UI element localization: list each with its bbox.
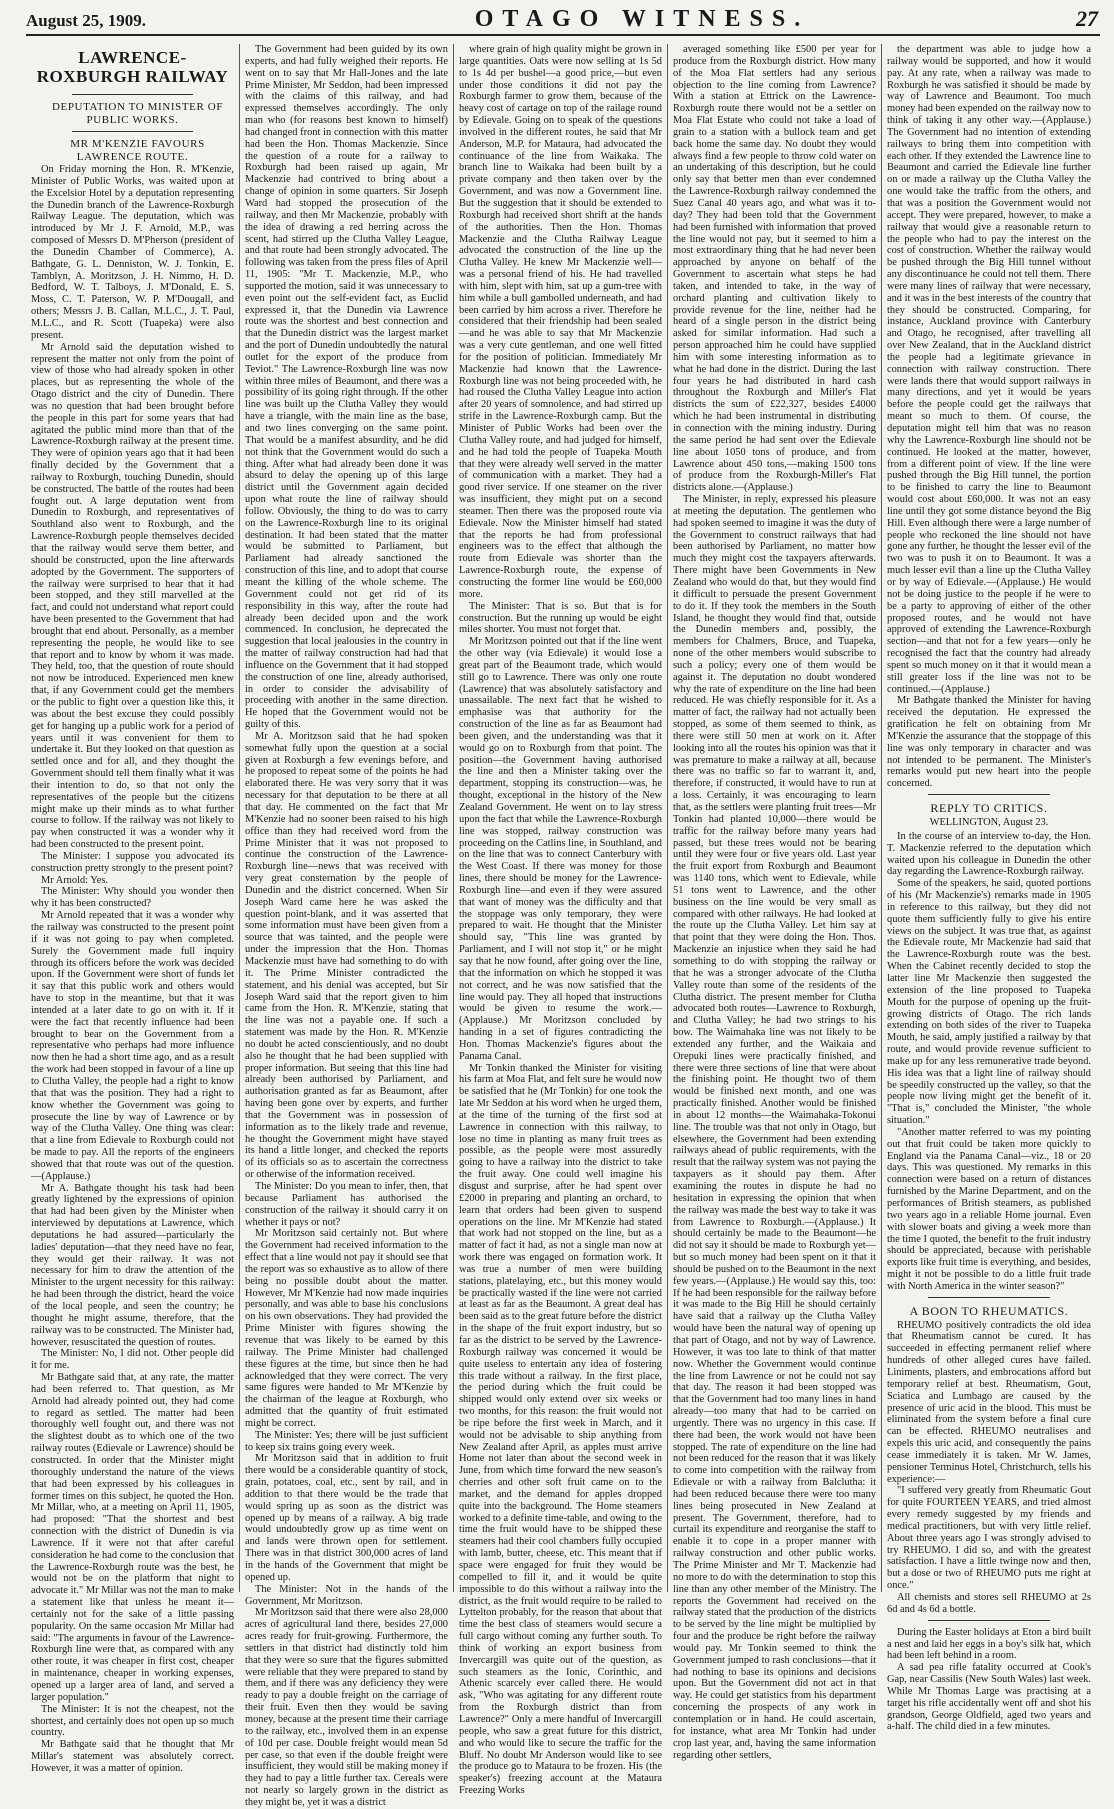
paragraph: Mr A. Moritzson said that he had spoken somewhat fully upon the question at a social given at Roxburgh a few evenings before, and he proposed to repeat some of the points he had elaborated there. He was very sorry that it was necessary for that deputation to be there at all that day. He commented on the fact that Mr M'Kenzie had no sooner been raised to his high office than they had received word from the Prime Minister that it was not proposed to continue the construction of the Lawrence-Roxburgh line—news that was received with very great consternation by the people of Dunedin and the district concerned. When Sir Joseph Ward came here he was asked the question point-blank, and it was asserted that some information must have been given from a source that was tainted, and the people were under the impression that the Hon. Thomas Mackenzie must have had something to do with it. The Prime Minister contradicted the statement, and his denial was accepted, but Sir Joseph Ward said that the report given to him came from the Hon. R. M'Kenzie, stating that the line was not a payable one. If such a statement was made by the Hon. R. M'Kenzie no doubt he acted conscientiously, and no doubt also he thought that he had been supplied with proper information. But seeing that this line had already been authorised by Parliament, and authorisation granted as far as Beaumont, after having been gone over by experts, and further that the Government was in possession of information as to the likely trade and revenue, he thought the Government might have stayed its hand a little longer, and checked the reports of its officials so as to ascertain the correctness or otherwise of the information received. bbox=[245, 730, 448, 1181]
column-1 bbox=[26, 44, 240, 1774]
paragraph: All chemists and stores sell RHEUMO at 2s 6d and 4s 6d a bottle. bbox=[887, 1592, 1091, 1615]
paragraph: Mr Arnold repeated that it was a wonder why the railway was constructed to the present point if it was not going to pay when completed. Surely the Government made full inquiry through its officers before the work was decided upon. If the Government were short of funds let it say that this public work and others would have to stop in the meantime, but that it was intended at a later date to go on with it. If it were the fact that recently influence had been brought to bear on the Government from a representative who perhaps had more influence now then he had a short time ago, and as a result the work had been stopped in favour of a line up to Clutha Valley, the people had a right to know that that was the position. They had a right to know whether the Government was going to prosecute the line by way of Lawrence or by way of the Clutha Valley. One thing was clear: that a line from Edievale to Roxburgh could not be made to pay. All the reports of the engineers showed that that route was out of the question.—(Applause.) bbox=[31, 910, 234, 1182]
closing-rule bbox=[928, 1620, 1050, 1621]
paragraph: The Minister: Do you mean to infer, then, that because Parliament has authorised the construction of the railway it should carry it on whether it pays or not? bbox=[245, 1181, 448, 1228]
column-3-body bbox=[459, 44, 662, 1797]
paragraph: In the course of an interview to-day, the Hon. T. Mackenzie referred to the deputation which waited upon his colleague in Dunedin the other day regarding the Lawrence-Roxburgh railway. bbox=[887, 830, 1091, 878]
subhead-rule bbox=[72, 131, 194, 132]
paragraph: During the Easter holidays at Eton a bird built a nest and laid her eggs in a boy's silk hat, which had been left behind in a room. bbox=[887, 1626, 1091, 1662]
closing-items bbox=[887, 1627, 1091, 1734]
paragraph: Mr Moritzson said that there were also 28,000 acres of agricultural land there, besides 27,000 acres ready for fruit-growing. Furthermore, the settlers in that district had distinctly told him that they were so sure that the figures submitted were reliable that they were prepared to stand by them, and if there was any deficiency they were ready to pay a double freight on the carriage of their fruit. Even then they would be saving money, because at the present time their carriage to the railway, etc., involved them in an expense of 10d per case. Double freight would mean 5d per case, so that even if the double freight were insufficient, they would still be making money if they had to pay a little further tax. Cereals were not nearly so largely grown in the district as they might be, yet it was a district bbox=[245, 1607, 448, 1808]
column-5 bbox=[882, 44, 1096, 1733]
column-1-body bbox=[31, 164, 234, 1775]
reply-body bbox=[887, 831, 1091, 1293]
paragraph: the department was able to judge how a railway would be supported, and how it would pay. At any rate, when a railway was made to Roxburgh he was satisfied it should be made by way of Lawrence and Beaumont. Too much money had been expended on the railway now to think of taking it any other way.—(Applause.) The Government had no intention of extending railways to bring them into competition with each other. If they extended the Lawrence line to Beaumont and carried the Edievale line further on or made a railway up the Clutha Valley the one would take the traffic from the others, and that was a position the Government would not accept. They were prepared, however, to make a railway that would give a reasonable return to the people who had to pay the interest on the cost of construction. Whether the railway would be pushed through the Big Hill tunnel without any discontinuance he could not tell them. There were many lines of railway that were necessary, and it was in the best interests of the country that they should be constructed. Comparing, for instance, Auckland province with Canterbury and Otago, he recognised, after travelling all over New Zealand, that in the Auckland district the people had a legitimate grievance in connection with railway construction. There were lands there that would support railways in many directions, and yet it would be years before the people could get the railways that meant so much to them. Of course, the deputation might tell him that was no reason why the Lawrence-Roxburgh line should not be continued. He looked at the matter, however, from a different point of view. If the line were pushed through the Big Hill tunnel, the portion to be finished to carry the line to Beaumont would cost about £60,000. It was not an easy line until they got some distance beyond the Big Hill. Even although there were a large number of people who reckoned the line should not have gone any further, he thought the lesser evil of the two was to push it on to Beaumont. It was a much lesser evil than a line up the Clutha Valley or by way of Edievale.—(Applause.) He would not be doing justice to the people if he were to be a party to approving of either of the other proposed routes, and he would not have approved of extending the Lawrence-Roxburgh section—and that not for a few years—only he recognised the fact that the country had already spent so much money on it that it would mean a still greater loss if the line was not to be continued.—(Applause.) bbox=[887, 44, 1091, 695]
paragraph: The Minister: Not in the hands of the Government, Mr Moritzson. bbox=[245, 1583, 448, 1607]
paragraph: Mr Arnold: Yes. bbox=[41, 874, 108, 886]
article-subhead: DEPUTATION TO MINISTER OF PUBLIC WORKS. bbox=[51, 101, 224, 126]
ad-body bbox=[887, 1320, 1091, 1616]
paragraph: averaged something like £500 per year for produce from the Roxburgh district. How many of the Moa Flat settlers had any serious objection to the line coming from Lawrence? With a station at Ettrick on the Lawrence-Roxburgh route there would not be a settler on Moa Flat Estate who could not take a load of grain to a station with a bullock team and get back home the same day. No doubt they would always find a few people to throw cold water on an undertaking of this description, but he could only say that better men than ever condemned the Lawrence-Roxburgh railway condemned the Suez Canal 40 years ago, and what was it to-day? They had been told that the Government had been furnished with information that proved the line would not pay, but it seemed to him a most extraordinary thing that he had never been approached by anyone on behalf of the Government to ascertain what steps he had taken, and intended to take, in the way of orchard planting and cultivation likely to provide revenue for the line, neither had he heard of a single person in the district being asked for similar information. Had such a person approached him he could have supplied him with some interesting information as to what he had done in the district. During the last four years he had distributed in hard cash throughout the Roxburgh and Miller's Flat districts the sum of £22,327, besides £4000 which he had been instrumental in distributing in connection with the mining industry. During the same period he had sent over the Edievale line about 1050 tons of produce, and from Lawrence about 450 tons,—making 1500 tons of produce from the Roxburgh-Miller's Flat districts alone.—(Applause.) bbox=[673, 44, 876, 494]
paragraph: Mr Moritzson pointed out that if the line went the other way (via Edievale) it would lose a great part of the Beaumont trade, which would still go to Lawrence. There was only one route (Lawrence) that was absolutely satisfactory and unassailable. The next fact that he wished to emphasise was that authority for the construction of the line as far as Beaumont had been given, and the understanding was that it would go on to Roxburgh from that point. The position—the Government having authorised the line and then a Minister taking over the department, stopping its construction—was, he thought, exceptional in the history of the New Zealand Government. He went on to lay stress upon the fact that while the Lawrence-Roxburgh line was stopped, railway construction was proceeding on the Catlins line, in Southland, and on the line that was to connect Canterbury with the West Coast. If there was money for those lines, there should be money for the Lawrence-Roxburgh line—and even if they were assured that want of money was the difficulty and that the stoppage was only temporary, they were prepared to wait. He thought that the Minister should say, "This line was granted by Parliament, and I will not stop it," or he might say that he now found, after going over the line, that the information on which he stopped it was not correct, and he was now satisfied that the line would pay. They all hoped that instructions would be given to resume the work.—(Applause.) Mr Moritzson concluded by handing in a set of figures contradicting the Hon. Thomas Mackenzie's figures about the Panama Canal. bbox=[459, 636, 662, 1062]
paragraph: The Minister: It is not the cheapest, not the shortest, and certainly does not open up so much country. bbox=[31, 1703, 234, 1739]
paragraph: Mr Moritzson said that in addition to fruit there would be a considerable quantity of stock, grain, potatoes, coal, etc., sent by rail, and in addition to that there would be the trade that would spring up as soon as the district was opened up by means of a railway. A big trade would undoubtedly grow up as time went on and lands were thrown open for settlement. There was in that district 300,000 acres of land in the hands of the Government that might be opened up. bbox=[245, 1453, 448, 1583]
article-headline: LAWRENCE-ROXBURGH RAILWAY bbox=[36, 48, 229, 86]
paragraph: The Minister: Why should you wonder then why it has been constructed? bbox=[31, 886, 234, 910]
masthead bbox=[26, 6, 1100, 36]
column-4-body bbox=[673, 44, 876, 1761]
column-5-lead bbox=[887, 44, 1091, 790]
paragraph: where grain of high quality might be grown in large quantities. Oats were now selling at 1s 5d to 1s 4d per bushel—a good price,—but even under those conditions it did not pay the Roxburgh farmer to grow them, because of the heavy cost of cartage on top of the railage round by Edievale. Going on to speak of the questions involved in the different routes, he said that Mr Anderson, M.P. for Mataura, had advocated the continuance of the line from Waikaka. The branch line to Waikaka had been built by a private company and then taken over by the Government, and was now a Government line. But the suggestion that it should be extended to Roxburgh had received short shrift at the hands of the authorities. Then the Hon. Thomas Mackenzie and the Clutha Railway League advocated the construction of the line up the Clutha Valley. He knew Mr Mackenzie well—was a personal friend of his. He had travelled with him, slept with him, sat up a gum-tree with him while a bull gambolled underneath, and had been carried by him across a river. Therefore he considered that their friendship had been sealed—and he was able to say that Mr Mackenzie was a very cute gentleman, and one well fitted for the position of politician. Immediately Mr Mackenzie had known that the Lawrence-Roxburgh line was not being proceeded with, he had roused the Clutha Valley League into action after 20 years of somnolence, and had stirred up strife in the Lawrence-Roxburgh camp. But the Minister of Public Works had been over the Clutha Valley route, and had judged for himself, and he had told the people of Tuapeka Mouth that they were already well served in the matter of communication with a market. They had a good river service. If one steamer on the river was insufficient, they might put on a second steamer. Then there was the proposed route via Edievale. Now the Minister himself had stated that the reports he had from professional engineers was to the effect that although the route from Edievale was shorter than the Lawrence-Roxburgh route, the expense of constructing the former line would be £60,000 more. bbox=[459, 44, 662, 600]
paragraph: The Minister: I suppose you advocated its construction pretty strongly to the present point? bbox=[31, 850, 234, 874]
issue-date: August 25, 1909. bbox=[26, 11, 146, 30]
section-rule bbox=[928, 794, 1050, 795]
paragraph: The Minister: No, I did not. Other people did it for me. bbox=[31, 1348, 234, 1372]
paragraph: Mr A. Bathgate thought his task had been greatly lightened by the expressions of opinion that had had been given by the Minister when interviewed by deputations at Lawrence, which deputations he had assured—particularly the ladies' deputation—that they need have no fear, they would get their railway. It was not necessary for him to draw the attention of the Minister to the urgent necessity for this railway: he had been through the district, heard the voice of the local people, and seen the country; he thought he might assume, therefore, that the railway was to be constructed. The Minister had, however, resuscitated the question of routes. bbox=[31, 1182, 234, 1348]
column-4 bbox=[668, 44, 882, 1761]
paper-title: OTAGO WITNESS. bbox=[474, 6, 810, 32]
column-3 bbox=[454, 44, 668, 1797]
page-number: 27 bbox=[1076, 6, 1098, 31]
paragraph: Mr Tonkin thanked the Minister for visiting his farm at Moa Flat, and felt sure he would now be satisfied that he (Mr Tonkin) for one took the late Mr Seddon at his word when he urged them, at the time of the turning of the first sod at Lawrence in connection with this railway, to lose no time in planting as many fruit trees as possible, as the people were most assuredly going to have a railway into the district to take the fruit away. One could well imagine his disgust and surprise, after he had spent over £2000 in preparing and planting an orchard, to learn that orders had been given to suspend operations on the line. Mr M'Kenzie had stated that work had not stopped on the line, but as a matter of fact it had, as not a single man now at work there was engaged on formation work. It was true a number of men were building stations, platelaying, etc., but this money would be practically wasted if the line were not carried at least as far as the Beaumont. A great deal has been said as to the great future before the district in the shape of the fruit export industry, but so far as the district to be served by the Lawrence-Roxburgh railway was concerned it would be quite useless to entertain any idea of fostering this trade without a railway. In the first place, the period during which the fruit could be shipped would only extend over six weeks or two months, for this reason: the fruit would not be ripe before the first week in March, and it would not be advisable to ship anything from New Zealand after April, as apples must arrive Home not later than about the second week in June, from which time forward the new season's cherries and other soft fruit came on to the market, and the demand for apples dropped quite into the background. The Home steamers worked to a definite time-table, and owing to the time the fruit would have to be shipped these steamers had their cool chambers fully occupied with lamb, butter, cheese, etc. This meant that if space were engaged for fruit they would be compelled to fill it, and it would be quite impossible to do this without a railway into the district, as the fruit would require to be railed to Lyttelton probably, for the reason that about that time the best class of steamers would secure a full cargo without coming any further south. To think of working an export business from Invercargill was quite out of the question, as such steamers as the Ionic, Corinthic, and Athenic scarcely ever called there. He would ask, "Who was agitating for any different route from the Roxburgh district than from Lawrence?" Only a mere handful of Invercargill people, who saw a great future for this district, and who would like to secure the traffic for the Bluff. No doubt Mr Anderson would like to see the produce go to Mataura to be frozen. His (the speaker's) freezing account at the Mataura Freezing Works bbox=[459, 1062, 662, 1797]
paragraph: The Minister, in reply, expressed his pleasure at meeting the deputation. The gentlemen who had spoken seemed to imagine it was the duty of the Government to construct railways that had been authorised by Parliament, no matter how much they might cost the taxpayers afterwards. There might have been Governments in New Zealand who would do that, but they would find it difficult to persuade the present Government to do it. If they took the members in the South Island, he thought they would find that, outside the Dunedin members and, possibly, the members for Chalmers, Bruce, and Tuapeka, none of the other members would subscribe to such a policy; every one of them would be against it. The deputation no doubt wondered why the rate of expenditure on the line had been reduced. He was chiefly responsible for it. As a matter of fact, the railway had not actually been stopped, as some of them seemed to think, as there were still 50 men at work on it. After looking into all the routes his opinion was that it was premature to make a railway at all, because there was no traffic so far to warrant it, and, therefore, if constructed, it would have to run at a loss. Certainly, it was encouraging to learn that, as the settlers were planting fruit trees—Mr Tonkin had planted 10,000—there would be traffic for the railway before many years had passed, but these trees would not be bearing until they were four or five years old. Last year the fruit export from Roxburgh and Beaumont was 1140 tons, which went to Edievale, while 51 tons went to Lawrence, and the other business on the line would be very small as compared with other railways. He had looked at the route up the Clutha Valley. Let him say at that point that they were doing the Hon. Thos. Mackenzie an injustice when they said he had something to do with stopping the railway or that he was a stronger advocate of the Clutha Valley route than some of the residents of the Clutha district. The present member for Clutha advocated both routes—Lawrence to Roxburgh, and Clutha Valley; he had two strings to his bow. The Waimahaka line was not likely to be extended any further, and the Waikaia and Orepuki lines were practically finished, and there were three sections of line that were about the finishing point. He thought two of them would be finished next month, and one was practically finished. Another would be finished in about 12 months—the Waimahaka-Tokonui line. The trouble was that not only in Otago, but elsewhere, the Government had been extending railways ahead of public requirements, with the result that the railway system was not paying the taxpayers as it should pay them. After examining the routes in dispute he had no hesitation in expressing the opinion that when the railway was made the best way to take it was from Lawrence to Roxburgh.—(Applause.) It should certainly be made to the Beaumont—he did not say it should be made to Roxburgh yet—but so much money had been spent on it that it should be pushed on to the Beaumont in the next few years.—(Applause.) He would say this, too: If he had been responsible for the railway before it was made to the Big Hill he should certainly have said that a railway up the Clutha Valley would have been the natural way of opening up that part of Otago, and not by way of Lawrence. However, it was too late to think of that matter now. Whether the Government would continue the line from Lawrence or not he could not say that day. The reason it had been stopped was that the Government had too many lines in hand already—too many that had to be carried on urgently. There was no urgency in this case. If there had been, the work would not have been stopped. The rate of expenditure on the line had not been reduced for the reason that it was likely to come into competition with the railway from Edievale or with a railway from Balclutha: it had been reduced because there were too many lines being prosecuted in New Zealand at present. The Government, therefore, had to curtail its expenditure and reorganise the staff to enable it to cope in a proper manner with railway construction and other public works. The Prime Minister and Mr T. Mackenzie had no more to do with the determination to stop this line than any other member of the Ministry. The reports the Government had received on the railway stated that the production of the districts to be served by the line might be multiplied by four and the produce be right before the railway would pay. Mr Tonkin seemed to think the Government jumped to rash conclusions—that it had nothing to base its opinions and decisions upon. But the Government did not act in that way. He could get statistics from his department concerning the prospects of any work in contemplation or in hand. He could ascertain, for instance, what area Mr Tonkin had under crop last year, and, having the same information regarding other settlers, bbox=[673, 494, 876, 1761]
paragraph: RHEUMO positively contradicts the old idea that Rheumatism cannot be cured. It has succeeded in effecting permanent relief where hundreds of other alleged cures have failed. Liniments, plasters, and embrocations afford but temporary relief at best. Rheumatism, Gout, Sciatica and Lumbago are caused by the presence of uric acid in the blood. This must be eliminated from the system before a final cure can be effected. RHEUMO neutralises and expels this uric acid, and consequently the pains cease immediately it is taken. Mr W. James, pensioner Terminus Hotel, Christchurch, tells his experience:— bbox=[887, 1319, 1091, 1485]
paragraph: On Friday morning the Hon. R. M'Kenzie, Minister of Public Works, was waited upon at the Excelsior Hotel by a deputation representing the Dunedin branch of the Lawrence-Roxburgh Railway League. The deputation, which was introduced by Mr J. F. Arnold, M.P., was composed of Messrs D. M'Pherson (president of the Dunedin Chamber of Commerce), A. Bathgate, G. L. Denniston, W. J. Tonkin, E. Tamblyn, A. Moritzson, J. H. Nimmo, H. D. Bedford, W. T. Talboys, J. M'Donald, E. S. Moss, C. T. Paterson, W. P. M'Dougall, and others; Messrs J. B. Callan, M.L.C., J. T. Paul, M.L.C., and R. Scott (Tuapeka) were also present. bbox=[31, 164, 234, 341]
paragraph: The Minister: Yes; there will be just sufficient to keep six trains going every week. bbox=[245, 1429, 448, 1453]
paragraph: Mr Arnold said the deputation wished to represent the matter not only from the point of view of those who had already spoken in other places, but as representing the whole of the Otago district and the city of Dunedin. There was no question that had been brought before the people in this part for some years that had agitated the public mind more than that of the Lawrence-Roxburgh railway at the present time. They were of opinion years ago that it had been finally decided by the Government that a railway to Roxburgh, touching Dunedin, should be constructed. The battle of the routes had been fought out. A large deputation went from Dunedin to Roxburgh, and representatives of Southland also went to Roxburgh, and the Lawrence-Roxburgh people themselves decided that the railway would serve them better, and should be constructed, upon the line afterwards adopted by the Government. The supporters of the railway were surprised to hear that it had been stopped, and they still marvelled at the fact, and could not understand what report could have been presented to the Government that had brought that end about. Personally, as a member representing the people, he would like to see that report and to know by whom it was made. They held, too, that the question of route should not now be introduced. Experienced men knew that, if any Government could get the members or the public to fight over a question like this, it was about the best excuse they could possibly get for hanging up a public work for a period of years until it was convenient for them to undertake it. But they looked on that question as settled once and for all, and they thought the Government should tell them finally what it was their intention to do, so that not only the representatives of the people but the citizens might make up their minds as to what further course to follow. If the railway was not likely to pay when constructed it was a wonder why it had been constructed to the present point. bbox=[31, 341, 234, 851]
paragraph: The Government had been guided by its own experts, and had fully weighed their reports. He went on to say that Mr Hall-Jones and the late Prime Minister, Mr Seddon, had been impressed with the claims of this railway, and had expressed themselves accordingly. The only man who (for reasons best known to himself) had changed front in connection with this matter had been the Hon. Thomas Mackenzie. Since the question of a route for a railway to Roxburgh had been raised up again, Mr Mackenzie had contrived to bring about a change of opinion in some quarters. Sir Joseph Ward had stopped the prosecution of the railway, and then Mr Mackenzie, probably with the idea of drawing a red herring across the scent, had stirred up the Clutha Valley League, and that route had been strongly advocated. The following was taken from the press files of April 11, 1905: "Mr T. Mackenzie, M.P., who supported the motion, said it was unnecessary to even point out the self-evident fact, as Euclid expressed it, that the Dunedin via Lawrence route was the shortest and best connection and that the Dunedin district was the largest market and the port of Dunedin undoubtedly the natural outlet for the export of the produce from Teviot." The Lawrence-Roxburgh line was now within three miles of Beaumont, and there was a possibility of its going right through. If the other line was built up the Clutha Valley they would have a triangle, with the main line as the base, and two lines converging on the same point. That would be a manifest absurdity, and he did not think that the Government would do such a thing. After what had already been done it was absurd to delay the opening up of this large district until the Government again decided upon what route the line of railway should follow. Obviously, the thing to do was to carry on the Lawrence-Roxburgh line to its original destination. It had been stated that the matter would be submitted to Parliament, but Parliament had already sanctioned the construction of this line, and to adopt that course meant the killing of the whole scheme. The Government could not get rid of its responsibility in this way, after the route had already been decided upon and the work commenced. In conclusion, he deprecated the suggestion that local jealousies in the country in the matter of railway construction had had that influence on the Government that it had stopped the construction of one line, already authorised, in order to consider the advisability of proceeding with another in the same direction. He hoped that the Government would not be guilty of this. bbox=[245, 44, 448, 731]
column-2-body bbox=[245, 44, 448, 1809]
ad-rule bbox=[928, 1297, 1050, 1298]
paragraph: The Minister: That is so. But that is for construction. But the running up would be eight miles shorter. You must not forget that. bbox=[459, 600, 662, 636]
reply-section-title: REPLY TO CRITICS. bbox=[930, 801, 1048, 816]
column-2 bbox=[240, 44, 454, 1808]
columns bbox=[26, 44, 1100, 1808]
paragraph: "Another matter referred to was my pointing out that fruit could be taken more quickly to England via the Panama Canal—viz., 18 or 20 days. This was questioned. My remarks in this connection were based on a return of distances furnished by the Marine Department, and on the performances of British steamers, as published two years ago in a reliable Home journal. Even with slower boats and giving a week more than the time I quoted, the benefit to the fruit industry should be appreciated, because with perishable exports like fruit time is everything, and besides, might it not be possible to do a little fruit trade with North America in the winter season?" bbox=[887, 1126, 1091, 1292]
paragraph: Mr Moritzson said certainly not. But where the Government had received information to the effect that a line would not pay it should see that the report was so exhaustive as to allow of there being no possible doubt about the matter. However, Mr M'Kenzie had now made inquiries personally, and was able to base his conclusions on his own observations. They had provided the Prime Minister with figures showing the revenue that was likely to be earned by this railway. The Prime Minister had challenged these figures at the time, but since then he had acknowledged that they were correct. The very same figures were handed to Mr M'Kenzie by the chairman of the league at Roxburgh, who admitted that the quantity of fruit estimated might be correct. bbox=[245, 1228, 448, 1429]
reply-dateline: WELLINGTON, August 23. bbox=[929, 817, 1049, 828]
paragraph: Mr Bathgate said that, at any rate, the matter had been referred to. That question, as Mr Arnold had already pointed out, they had come to regard as settled. The matter had been thoroughly well fought out, and there was not the slightest doubt as to which one of the two railway routes (Edievale or Lawrence) should be constructed. In order that the Minister might thoroughly understand the nature of the views that had been expressed by his colleagues in former times on this subject, he quoted the Hon. Mr Millar, who, at a meeting on April 11, 1905, had proposed: "That the shortest and best connection with the district of Dunedin is via Lawrence. If it were not that after careful consideration he had come to the conclusion that the Lawrence-Roxburgh route was the best, he would not be on the platform that night to advocate it." Mr Millar was not the man to make a statement like that unless he meant it—certainly not for the sake of a little passing popularity. On the same occasion Mr Millar had said: "The arguments in favour of the Lawrence-Roxburgh line were that, as compared with any other route, it was cheaper in first cost, cheaper in maintenance, cheaper in working expenses, opened up a larger area of land, and served a larger population." bbox=[31, 1372, 234, 1703]
paragraph: Mr Bathgate thanked the Minister for having received the deputation. He expressed the gratification he felt on obtaining from Mr M'Kenzie the assurance that the stoppage of this line was only temporary in character and was not intended to be permanent. The Minister's remarks would put new heart into the people concerned. bbox=[887, 695, 1091, 790]
article-subhead-2: MR M'KENZIE FAVOURS LAWRENCE ROUTE. bbox=[70, 138, 205, 163]
paragraph: A sad pea rifle fatality occurred at Cook's Gap, near Cassilis (New South Wales) last week. While Mr Thomas Large was practising at a target his rifle accidentally went off and shot his grandson, George Oldfield, aged two years and a-half. The child died in a few minutes. bbox=[887, 1662, 1091, 1733]
paragraph: Mr Bathgate said that he thought that Mr Millar's statement was absolutely correct. However, it was a matter of opinion. bbox=[31, 1739, 234, 1774]
paragraph: Some of the speakers, he said, quoted portions of his (Mr Mackenzie's) remarks made in 1905 in reference to this railway, but they did not quote them sufficiently fully to give his entire views on the subject. It was true that, as against the Edievale route, Mr Mackenzie had said that the Lawrence-Roxburgh route was the best. When the Cabinet recently decided to stop the latter line Mr Mackenzie then suggested the extension of the line proposed to Tuapeka Mouth for the purpose of opening up the fruit-growing districts of Otago. The rich lands extending on both sides of the river to Tuapeka Mouth, he said, amply justified a railway by that route, and would provide revenue sufficient to make up for any less remunerative trade beyond. His idea was that a light line of railway should be speedily constructed up the valley, so that the people now living might get the benefit of it. "That is," concluded the Minister, "the whole situation." bbox=[887, 878, 1091, 1127]
ad-title: A BOON TO RHEUMATICS. bbox=[909, 1303, 1069, 1318]
paragraph: "I suffered very greatly from Rheumatic Gout for quite FOURTEEN YEARS, and tried almost every remedy suggested by my friends and medical practitioners, but with very little relief. About three years ago I was strongly advised to try RHEUMO. I did so, and with the greatest satisfaction. I have a little twinge now and then, but a dose or two of RHEUMO puts me right at once." bbox=[887, 1485, 1091, 1592]
headline-rule bbox=[72, 94, 194, 95]
